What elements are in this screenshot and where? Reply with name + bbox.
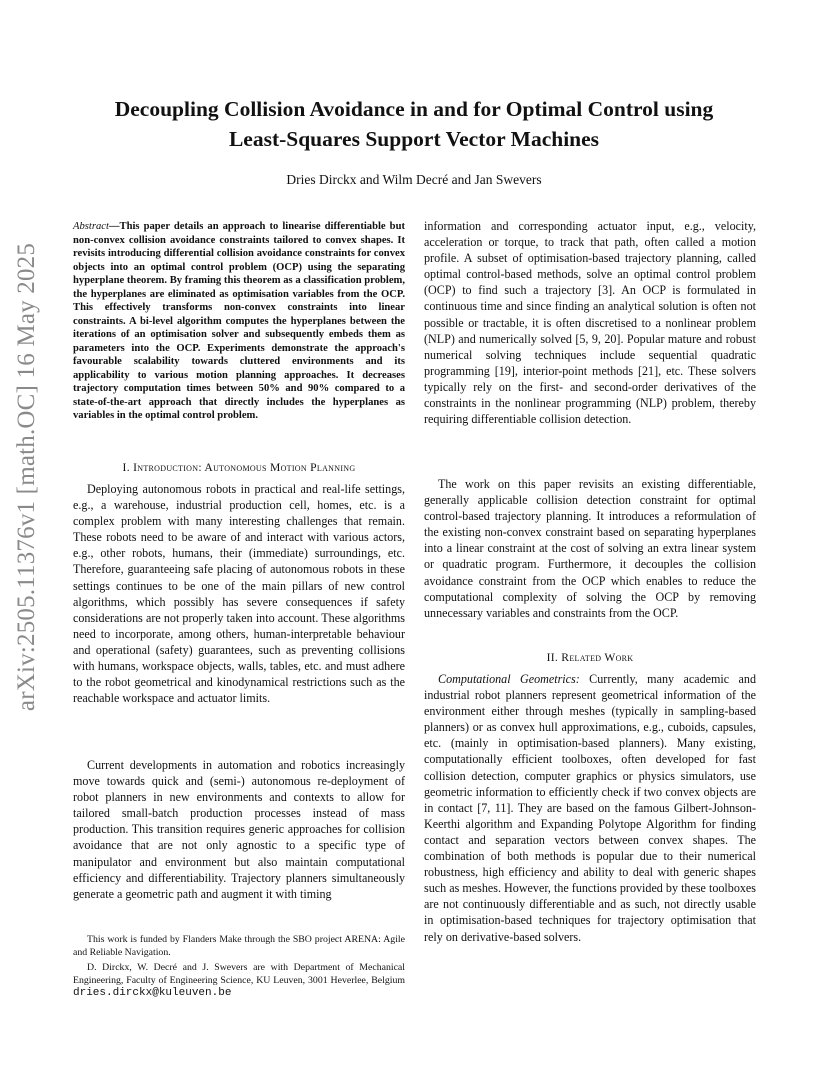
abstract	[73, 220, 405, 423]
section-heading-related-work: II. Related Work	[546, 651, 634, 664]
footnote-funding: This work is funded by Flanders Make through the SBO project ARENA: Agile and Reliable Navigation.	[73, 934, 405, 958]
footnote-affiliation-text: D. Dirckx, W. Decré and J. Swevers are with Department of Mechanical Engineering, Faculty of Engineering Science, KU Leuven, 3001 Heverlee, Belgium	[73, 962, 405, 986]
footnote	[73, 934, 405, 1000]
arxiv-stamp-text: arXiv:2505.11376v1 [math.OC] 16 May 2025	[13, 242, 40, 712]
author-list: Dries Dirckx and Wilm Decré and Jan Swevers	[286, 172, 542, 187]
related-work-text: Currently, many academic and industrial robot planners represent geometrical information of the environment either through meshes (typically in sampling-based planners) or as convex hull approximations, e.g., cuboids, capsules, etc. (mainly in optimisation-based planners). Many existing, computationally efficient toolboxes, often developed for fast collision detection, computer graphics or physics simulators, use geometric information to efficiently check if two convex objects are in contact [7, 11]. They are based on the famous Gilbert-Johnson-Keerthi algorithm and Expanding Polytope Algorithm for finding contact and separation vectors between convex shapes. The combination of both methods is popular due to their numerical robustness, high efficiency and ability to deal with generic shapes such as meshes. However, the functions provided by these toolboxes are not continuously differentiable and as such, not directly usable in optimisation-based techniques for trajectory optimisation that rely on derivative-based solvers.	[424, 672, 756, 944]
related-work-paragraph	[424, 671, 756, 945]
paper-title	[60, 94, 768, 154]
right-paragraph-1: information and corresponding actuator input, e.g., velocity, acceleration or torque, to track that path, often called a motion profile. A subset of optimisation-based trajectory planning, called optimal control-based methods, solve an optimal control problem (OCP) to find such a trajectory [3]. An OCP is formulated in continuous time and since finding an analytical solution is often not possible or tractable, it is often discretised to a nonlinear problem (NLP) and numerically solved [5, 9, 20]. Popular mature and robust numerical solving techniques include sequential quadratic programming [19], interior-point methods [21], etc. These solvers typically rely on the first- and second-order derivatives of the constraints in the nonlinear programming (NLP) problem, thereby requiring differentiable collision detection.	[424, 219, 756, 427]
section-heading-introduction: I. Introduction: Autonomous Motion Planning	[122, 461, 356, 474]
author-email: dries.dirckx@kuleuven.be	[73, 987, 232, 1000]
arxiv-identifier	[10, 242, 44, 712]
right-paragraph-2: The work on this paper revisits an existing differentiable, generally applicable collision detection constraint for optimal control-based trajectory planning. It introduces a reformulation of the existing non-convex constraint based on separating hyperplanes into a linear constraint at the cost of solving an extra linear system or quadratic program. Furthermore, it decouples the collision avoidance constraint from the OCP which enables to reduce the computational complexity of solving the OCP by removing unnecessary variables and constraints from the OCP.	[424, 477, 756, 620]
title-line-1: Decoupling Collision Avoidance in and for Optimal Control using	[114, 97, 714, 121]
title-line-2: Least-Squares Support Vector Machines	[228, 127, 600, 151]
intro-paragraph-2: Current developments in automation and robotics increasingly move towards quick and (semi-) autonomous re-deployment of robot planners in new environments and contexts to allow for tailored small-batch production processes instead of mass production. This transition requires generic approaches for collision avoidance that are not only agnostic to a specific type of manipulator and environment but also maintain computational efficiency and differentiability. Trajectory planners simultaneously generate a geometric path and augment it with timing	[73, 758, 405, 901]
abstract-lead: Abstract	[73, 221, 109, 232]
footnote-affiliation	[73, 962, 405, 1000]
abstract-body: —This paper details an approach to linearise differentiable but non-convex collision avoidance constraints tailored to convex shapes. It revisits introducing differential collision avoidance constraints for convex objects into an optimal control problem (OCP) using the separating hyperplane theorem. By framing this theorem as a classification problem, the hyperplanes are eliminated as optimisation variables from the OCP. This effectively transforms non-convex constraints into linear constraints. A bi-level algorithm computes the hyperplanes between the iterations of an optimisation solver and subsequently embeds them as parameters into the OCP. Experiments demonstrate the approach's favourable scalability towards cluttered environments and its applicability to various motion planning approaches. It decreases trajectory computation times between 50% and 90% compared to a state-of-the-art approach that directly includes the hyperplanes as variables in the optimal control problem.	[73, 221, 405, 421]
intro-paragraph-1: Deploying autonomous robots in practical and real-life settings, e.g., a warehouse, industrial production cell, homes, etc. is a complex problem with many interesting challenges that remain. These robots need to be aware of and interact with various actors, e.g., other robots, humans, their (immediate) surroundings, etc. Therefore, guaranteeing safe placing of autonomous robots in these settings continues to be one of the main pillars of new control algorithms, which possibly has severe consequences if safety considerations are not properly taken into account. These algorithms need to incorporate, among others, human-interpretable behaviour and operational (safety) guarantees, such as preventing collisions with humans, workspace objects, walls, tables, etc. and must adhere to the robot geometrical and kinodynamical restrictions such as the reachable workspace and actuator limits.	[73, 482, 405, 706]
paragraph-lead-computational-geometrics: Computational Geometrics:	[438, 672, 580, 686]
